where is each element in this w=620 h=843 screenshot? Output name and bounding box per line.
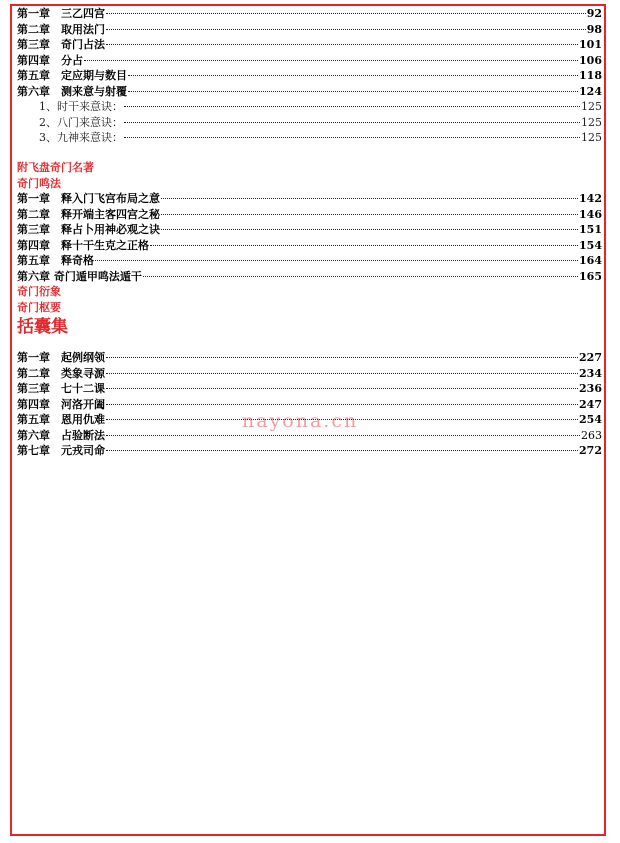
toc-row[interactable] [17, 68, 602, 84]
toc-row[interactable] [17, 253, 602, 269]
leader-dots [161, 214, 578, 215]
toc-row[interactable] [17, 191, 602, 207]
toc-page: 272 [579, 444, 602, 457]
toc-page: 154 [579, 238, 602, 252]
leader-dots [95, 260, 578, 261]
toc-label: 第四章 分占 [17, 53, 83, 67]
leader-dots [106, 404, 578, 405]
toc-page: 101 [579, 38, 602, 51]
toc-page: 247 [579, 397, 602, 411]
toc-label: 第三章 七十二课 [17, 382, 105, 395]
heading-gaiyao: 奇门枢要 [17, 300, 61, 314]
toc-label: 第一章 三乙四宫 [17, 7, 105, 20]
toc-label: 第二章 类象寻源 [17, 366, 105, 380]
toc-page: 236 [579, 382, 602, 395]
toc-page: 227 [579, 351, 602, 364]
toc-label: 第六章 奇门遁甲鸣法遁干 [17, 269, 142, 283]
toc-label: 第一章 起例纲领 [17, 351, 105, 364]
toc-label: 1、时干来意诀： [39, 100, 123, 113]
toc-row[interactable] [17, 37, 602, 53]
toc-row[interactable] [17, 443, 602, 459]
toc-page: 146 [579, 207, 602, 221]
leader-dots [84, 60, 578, 61]
toc-page: 92 [586, 7, 602, 20]
leader-dots [106, 373, 578, 374]
toc-row[interactable] [17, 84, 602, 100]
toc-subrow[interactable] [17, 130, 602, 146]
toc-row[interactable] [17, 53, 602, 69]
toc-subrow[interactable] [17, 115, 602, 131]
leader-dots [106, 357, 578, 358]
heading-yanxiang: 奇门衍象 [17, 285, 61, 298]
leader-dots [143, 276, 578, 277]
toc-page: 263 [581, 428, 602, 442]
toc-row[interactable] [17, 269, 602, 285]
toc-label: 第五章 定应期与数目 [17, 69, 127, 82]
toc-subrow[interactable] [17, 99, 602, 115]
toc-page: 106 [579, 53, 602, 67]
leader-dots [128, 75, 578, 76]
toc-label: 3、九神来意诀： [39, 131, 123, 144]
leader-dots [124, 106, 580, 107]
toc-label: 第一章 释入门飞宫布局之意 [17, 192, 160, 205]
toc-row[interactable] [17, 222, 602, 238]
toc-label: 第四章 河洛开阖 [17, 397, 105, 411]
heading-kuonang: 括囊集 [17, 317, 68, 337]
leader-dots [106, 435, 580, 436]
toc-page: 125 [581, 131, 602, 144]
leader-dots [106, 13, 586, 14]
toc-row[interactable] [17, 366, 602, 382]
toc-label: 第二章 取用法门 [17, 22, 105, 36]
leader-dots [161, 198, 578, 199]
watermark: nayona.cn [242, 410, 359, 432]
leader-dots [124, 122, 580, 123]
toc-page: 98 [586, 22, 602, 36]
toc-label: 第六章 占验断法 [17, 428, 105, 442]
toc-label: 第三章 奇门占法 [17, 38, 105, 51]
toc-page: 118 [579, 69, 602, 82]
toc-page: 151 [579, 223, 602, 236]
toc-section-c [17, 350, 602, 459]
toc-label: 第五章 恩用仇难 [17, 413, 105, 426]
leader-dots [150, 245, 578, 246]
leader-dots [106, 388, 578, 389]
toc-section-b [17, 160, 602, 339]
toc-row[interactable] [17, 238, 602, 254]
toc-label: 第四章 释十干生克之正格 [17, 238, 149, 252]
leader-dots [106, 29, 586, 30]
toc-page: 164 [579, 254, 602, 267]
toc-page: 165 [579, 269, 602, 283]
toc-label: 第三章 释占卜用神必观之诀 [17, 223, 160, 236]
toc-row[interactable] [17, 350, 602, 366]
toc-label: 第七章 元戎司命 [17, 444, 105, 457]
toc-row[interactable] [17, 381, 602, 397]
toc-label: 第二章 释开端主客四宫之秘 [17, 207, 160, 221]
toc-section-a [17, 6, 602, 146]
leader-dots [106, 450, 578, 451]
toc-page: 234 [579, 366, 602, 380]
toc-row[interactable] [17, 6, 602, 22]
heading-fupan: 附飞盘奇门名著 [17, 161, 94, 174]
toc-page: 142 [579, 192, 602, 205]
leader-dots [161, 229, 578, 230]
leader-dots [106, 44, 578, 45]
toc-label: 第六章 测来意与射覆 [17, 84, 127, 98]
leader-dots [128, 91, 578, 92]
toc-row[interactable] [17, 22, 602, 38]
toc-row[interactable] [17, 207, 602, 223]
toc-label: 第五章 释奇格 [17, 254, 94, 267]
toc-label: 2、八门来意诀： [39, 115, 123, 129]
toc-page: 125 [581, 115, 602, 129]
toc-page: 125 [581, 100, 602, 113]
toc-page: 124 [579, 84, 602, 98]
heading-mingfa: 奇门鸣法 [17, 176, 61, 190]
leader-dots [124, 137, 580, 138]
toc-page: 254 [579, 413, 602, 426]
